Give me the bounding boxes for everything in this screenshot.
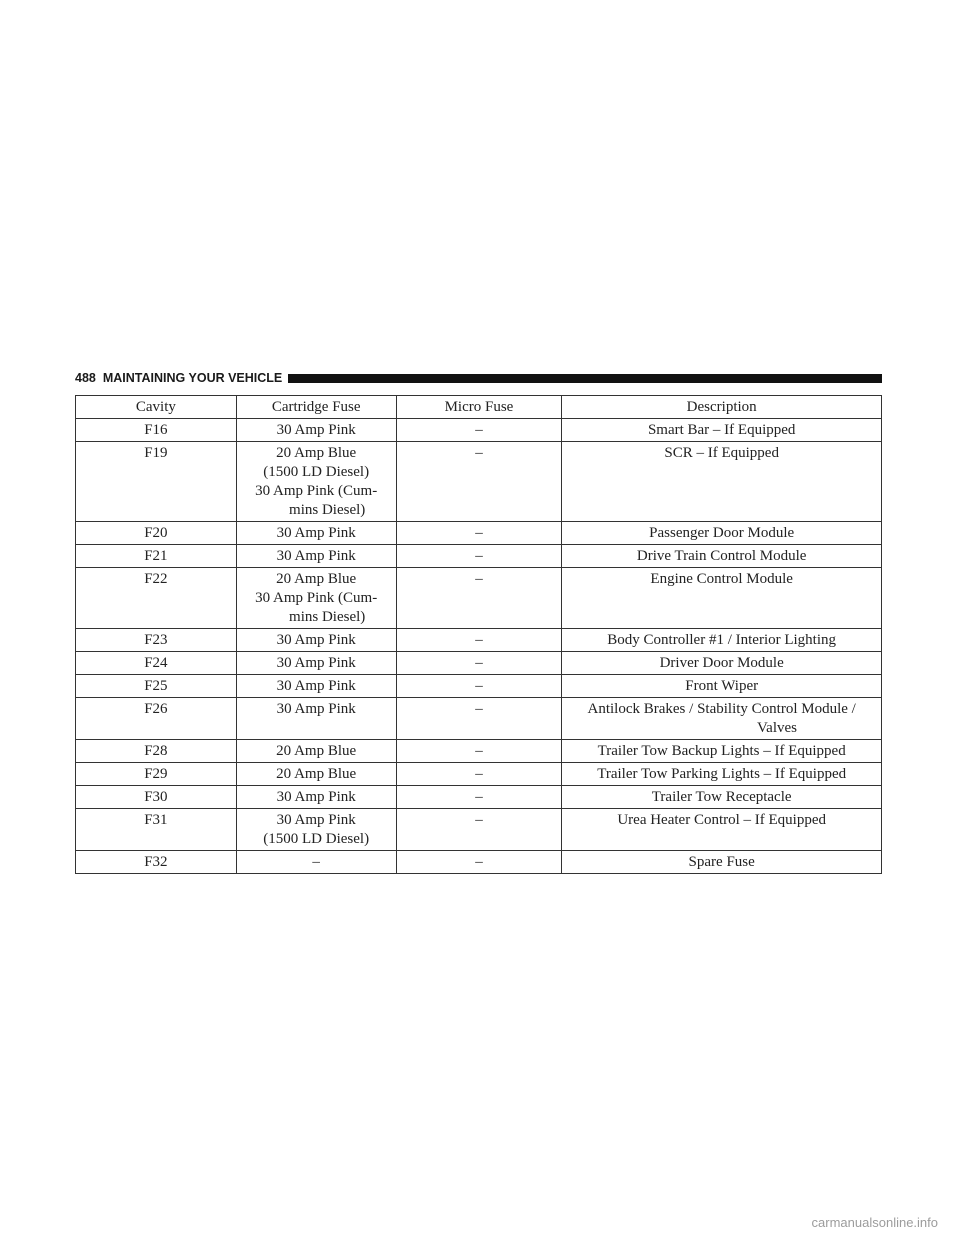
table-row: [76, 568, 882, 629]
cartridge-fuse-line: 30 Amp Pink: [276, 655, 356, 671]
cartridge-fuse-line: (1500 LD Diesel): [263, 831, 370, 847]
description-cell: [562, 675, 882, 698]
description-line: Smart Bar – If Equipped: [647, 422, 796, 438]
cartridge-fuse-line: 30 Amp Pink (Cum-: [255, 483, 378, 499]
table-row: [76, 786, 882, 809]
cartridge-fuse-line: 30 Amp Pink (Cum-: [255, 590, 378, 606]
cavity-cell: F16: [76, 419, 237, 442]
cartridge-fuse-cell: [236, 652, 396, 675]
table-header-row: [76, 396, 882, 419]
table-row: [76, 419, 882, 442]
page-number: 488: [75, 371, 96, 385]
description-line: SCR – If Equipped: [664, 445, 779, 461]
cartridge-fuse-line: 20 Amp Blue: [276, 445, 357, 461]
cartridge-fuse-line: –: [312, 854, 320, 870]
table-row: [76, 809, 882, 851]
cartridge-fuse-line: 30 Amp Pink: [276, 678, 356, 694]
cavity-cell: F22: [76, 568, 237, 629]
description-line: Trailer Tow Receptacle: [651, 789, 792, 805]
micro-fuse-cell: –: [396, 629, 562, 652]
description-line: Body Controller #1 / Interior Lighting: [607, 632, 837, 648]
cavity-cell: F25: [76, 675, 237, 698]
description-cell: [562, 652, 882, 675]
micro-fuse-cell: –: [396, 652, 562, 675]
section-title: MAINTAINING YOUR VEHICLE: [102, 371, 283, 385]
description-line: Drive Train Control Module: [636, 548, 807, 564]
description-cell: [562, 419, 882, 442]
description-cell: [562, 568, 882, 629]
cartridge-fuse-cell: [236, 786, 396, 809]
micro-fuse-cell: –: [396, 786, 562, 809]
table-body: [76, 419, 882, 874]
cartridge-fuse-cell: [236, 675, 396, 698]
description-cell: [562, 442, 882, 522]
cartridge-fuse-cell: [236, 698, 396, 740]
cavity-cell: F20: [76, 522, 237, 545]
cartridge-fuse-cell: [236, 740, 396, 763]
cartridge-fuse-line: 20 Amp Blue: [276, 571, 357, 587]
micro-fuse-cell: –: [396, 851, 562, 874]
table-row: [76, 763, 882, 786]
cartridge-fuse-line: 30 Amp Pink: [276, 812, 356, 828]
cavity-cell: F19: [76, 442, 237, 522]
header-rule: [288, 374, 882, 383]
description-line: Trailer Tow Parking Lights – If Equipped: [597, 766, 847, 782]
cavity-cell: F32: [76, 851, 237, 874]
description-cell: [562, 851, 882, 874]
micro-fuse-cell: –: [396, 740, 562, 763]
cartridge-fuse-cell: [236, 851, 396, 874]
cavity-cell: F21: [76, 545, 237, 568]
description-cell: [562, 809, 882, 851]
table-row: [76, 545, 882, 568]
cartridge-fuse-line: 30 Amp Pink: [276, 525, 356, 541]
cartridge-fuse-line: 30 Amp Pink: [276, 422, 356, 438]
table-row: [76, 851, 882, 874]
description-line: Urea Heater Control – If Equipped: [617, 812, 827, 828]
description-cell: [562, 545, 882, 568]
cavity-cell: F24: [76, 652, 237, 675]
description-cell: [562, 763, 882, 786]
description-line: Valves: [757, 720, 797, 736]
table-row: [76, 698, 882, 740]
description-line: Front Wiper: [685, 678, 759, 694]
description-line: Passenger Door Module: [649, 525, 795, 541]
page-header: [75, 370, 882, 386]
description-cell: [562, 522, 882, 545]
table-row: [76, 652, 882, 675]
column-header-micro-fuse: Micro Fuse: [396, 396, 562, 419]
fuse-table: [75, 395, 882, 874]
cavity-cell: F26: [76, 698, 237, 740]
column-header-cavity: Cavity: [76, 396, 237, 419]
description-cell: [562, 786, 882, 809]
cartridge-fuse-line: 30 Amp Pink: [276, 701, 356, 717]
table-row: [76, 442, 882, 522]
micro-fuse-cell: –: [396, 698, 562, 740]
description-line: Trailer Tow Backup Lights – If Equipped: [597, 743, 846, 759]
description-line: Spare Fuse: [688, 854, 755, 870]
micro-fuse-cell: –: [396, 442, 562, 522]
micro-fuse-cell: –: [396, 545, 562, 568]
description-cell: [562, 698, 882, 740]
column-header-cartridge-fuse: Cartridge Fuse: [236, 396, 396, 419]
description-line: Engine Control Module: [650, 571, 793, 587]
cavity-cell: F29: [76, 763, 237, 786]
micro-fuse-cell: –: [396, 568, 562, 629]
cavity-cell: F23: [76, 629, 237, 652]
cartridge-fuse-cell: [236, 763, 396, 786]
cartridge-fuse-cell: [236, 419, 396, 442]
micro-fuse-cell: –: [396, 522, 562, 545]
cartridge-fuse-line: 30 Amp Pink: [276, 548, 356, 564]
cartridge-fuse-line: 30 Amp Pink: [276, 789, 356, 805]
cartridge-fuse-cell: [236, 522, 396, 545]
cartridge-fuse-line: mins Diesel): [289, 502, 366, 518]
table-row: [76, 629, 882, 652]
table-row: [76, 740, 882, 763]
cartridge-fuse-cell: [236, 809, 396, 851]
cartridge-fuse-cell: [236, 545, 396, 568]
cartridge-fuse-line: mins Diesel): [289, 609, 366, 625]
cartridge-fuse-line: 30 Amp Pink: [276, 632, 356, 648]
table-row: [76, 522, 882, 545]
description-cell: [562, 740, 882, 763]
cartridge-fuse-line: 20 Amp Blue: [276, 766, 357, 782]
description-line: Driver Door Module: [659, 655, 784, 671]
cartridge-fuse-cell: [236, 442, 396, 522]
cavity-cell: F31: [76, 809, 237, 851]
micro-fuse-cell: –: [396, 419, 562, 442]
cartridge-fuse-line: 20 Amp Blue: [276, 743, 357, 759]
cartridge-fuse-cell: [236, 568, 396, 629]
micro-fuse-cell: –: [396, 809, 562, 851]
cavity-cell: F30: [76, 786, 237, 809]
cartridge-fuse-line: (1500 LD Diesel): [263, 464, 370, 480]
column-header-description: Description: [562, 396, 882, 419]
micro-fuse-cell: –: [396, 763, 562, 786]
description-cell: [562, 629, 882, 652]
micro-fuse-cell: –: [396, 675, 562, 698]
watermark: carmanualsonline.info: [811, 1215, 938, 1230]
table-row: [76, 675, 882, 698]
cartridge-fuse-cell: [236, 629, 396, 652]
cavity-cell: F28: [76, 740, 237, 763]
description-line: Antilock Brakes / Stability Control Module /: [587, 701, 856, 717]
